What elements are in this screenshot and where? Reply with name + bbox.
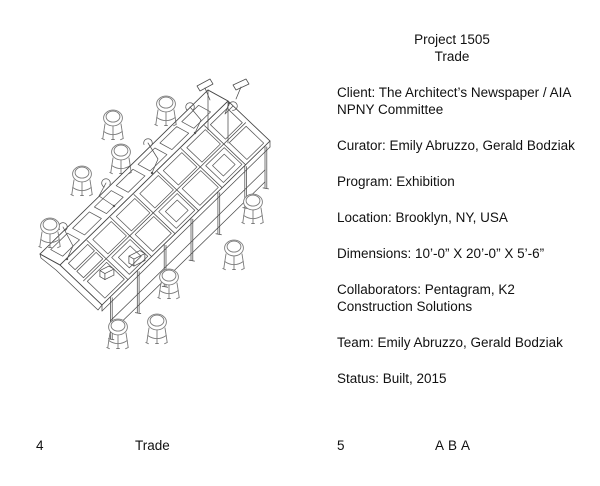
project-detail [337,370,587,387]
project-detail [337,209,587,226]
display-table [40,79,270,340]
project-detail [337,281,587,315]
project-detail [337,84,587,118]
project-detail [337,137,587,154]
detail-line: Dimensions: 10’-0” X 20’-0” X 5’-6” [337,246,545,261]
stools-behind [71,96,176,196]
project-detail [337,334,587,351]
detail-line: Location: Brooklyn, NY, USA [337,210,508,225]
stool-icon [107,319,128,349]
stool-icon [223,240,244,270]
stool-icon [155,96,176,126]
project-title-block [337,31,567,65]
detail-line: Curator: Emily Abruzzo, Gerald Bodziak [337,138,575,153]
stools-front [39,194,263,349]
left-section-label: Trade [135,438,170,453]
right-page-number: 5 [337,438,345,453]
stool-icon [242,194,263,224]
detail-line: Team: Emily Abruzzo, Gerald Bodziak [337,335,563,350]
project-details [337,84,587,387]
project-info-column [337,31,587,406]
project-detail [337,173,587,190]
detail-line: Client: The Architect’s Newspaper / AIA [337,85,572,100]
detail-line: Status: Built, 2015 [337,371,447,386]
left-page-number: 4 [36,438,44,453]
stool-icon [110,144,131,174]
project-drawing [25,78,310,368]
right-section-label: A B A [435,438,471,453]
detail-line: Construction Solutions [337,299,473,314]
stool-icon [146,314,167,344]
detail-line: Program: Exhibition [337,174,455,189]
project-detail [337,245,587,262]
project-number: Project 1505 [414,32,490,47]
detail-line: NPNY Committee [337,102,444,117]
project-title: Trade [434,49,470,64]
detail-line: Collaborators: Pentagram, K2 [337,282,515,297]
project-figure [25,78,310,368]
stool-icon [71,166,92,196]
stool-icon [102,110,123,140]
stool-icon [158,269,179,299]
